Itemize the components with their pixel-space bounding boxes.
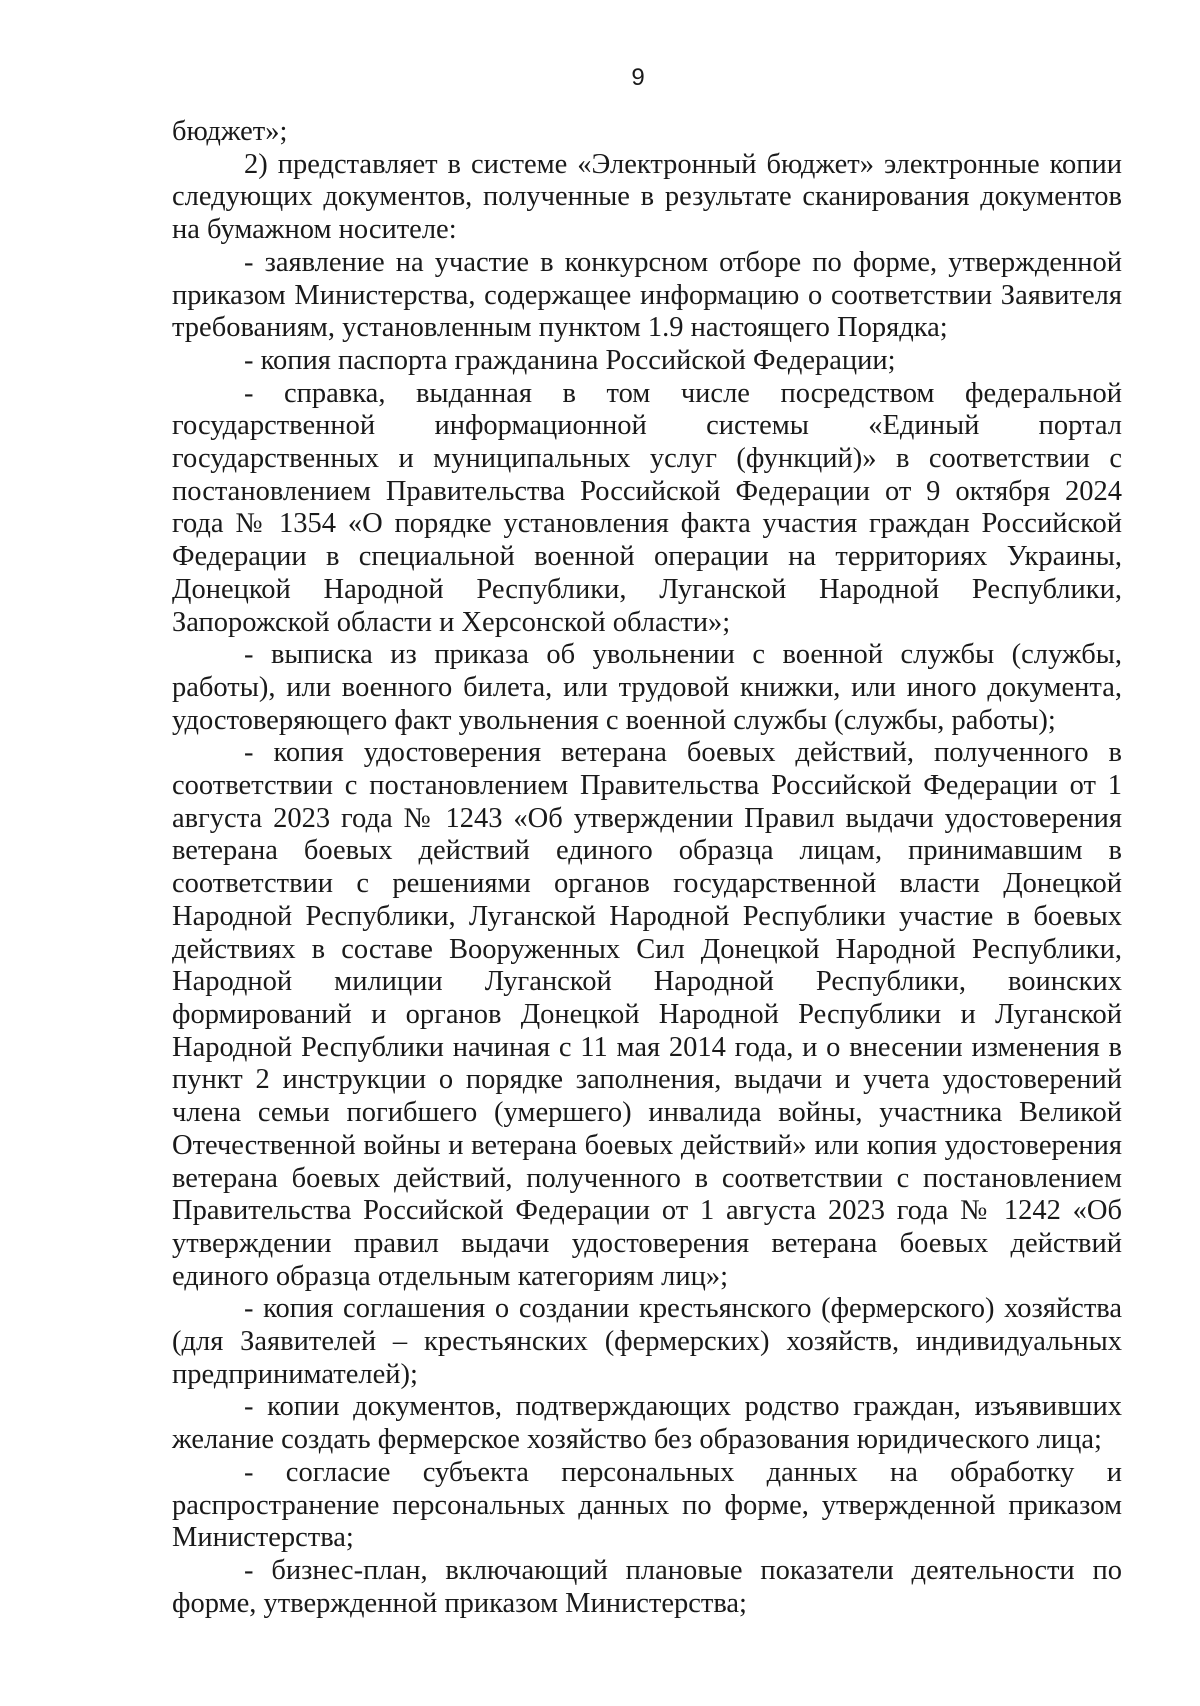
paragraph-discharge-extract: - выписка из приказа об увольнении с военной службы (службы, работы), или военного билета, или трудовой книжки, или иного документа, удостоверяющего факт увольнения с военной службы (службы, работы); (172, 639, 1122, 736)
paragraph-certificate-svo: - справка, выданная в том числе посредством федеральной государственной информационной системы «Единый портал государственных и муниципальных услуг (функций)» в соответствии с постановлением Правительства Российской Федерации от 9 октября 2024 года № 1354 «О порядке установления факта участия граждан Российской Федерации в специальной военной операции на территориях Украины, Донецкой Народной Республики, Луганской Народной Республики, Запорожской области и Херсонской области»; (172, 377, 1122, 638)
paragraph-veteran-certificate: - копия удостоверения ветерана боевых действий, полученного в соответствии с постановлением Правительства Российской Федерации от 1 августа 2023 года № 1243 «Об утверждении Правил выдачи удостоверения ветерана боевых действий единого образца лицам, принимавшим в соответствии с решениями органов государственной власти Донецкой Народной Республики, Луганской Народной Республики участие в боевых действиях в составе Вооруженных Сил Донецкой Народной Республики, Народной милиции Луганской Народной Республики, воинских формирований и органов Донецкой Народной Республики и Луганской Народной Республики начиная с 11 мая 2014 года, и о внесении изменения в пункт 2 инструкции о порядке заполнения, выдачи и учета удостоверений члена семьи погибшего (умершего) инвалида войны, участника Великой Отечественной войны и ветерана боевых действий» или копия удостоверения ветерана боевых действий, полученного в соответствии с постановлением Правительства Российской Федерации от 1 августа 2023 года № 1242 «Об утверждении правил выдачи удостоверения ветерана боевых действий единого образца отдельным категориям лиц»; (172, 737, 1122, 1292)
paragraph-budget-end: бюджет»; (172, 116, 288, 147)
paragraph-passport: - копия паспорта гражданина Российской Федерации; (244, 344, 896, 376)
paragraph-kinship-documents: - копии документов, подтверждающих родство граждан, изъявивших желание создать фермерское хозяйство без образования юридического лица; (172, 1391, 1122, 1456)
paragraph-personal-data-consent: - согласие субъекта персональных данных на обработку и распространение персональных данных по форме, утвержденной приказом Министерства; (172, 1456, 1122, 1554)
document-body (172, 116, 1122, 1620)
paragraph-application: - заявление на участие в конкурсном отборе по форме, утвержденной приказом Министерства, содержащее информацию о соответствии Заявителя требованиям, установленным пунктом 1.9 настоящего Порядка; (172, 246, 1122, 344)
paragraph-item-2: 2) представляет в системе «Электронный бюджет» электронные копии следующих документов, полученные в результате сканирования документов на бумажном носителе: (172, 148, 1122, 246)
paragraph-business-plan: - бизнес-план, включающий плановые показатели деятельности по форме, утвержденной приказом Министерства; (172, 1554, 1122, 1619)
page-number: 9 (631, 64, 645, 91)
paragraph-farm-agreement: - копия соглашения о создании крестьянского (фермерского) хозяйства (для Заявителей – крестьянских (фермерских) хозяйств, индивидуальных предпринимателей); (172, 1293, 1122, 1390)
